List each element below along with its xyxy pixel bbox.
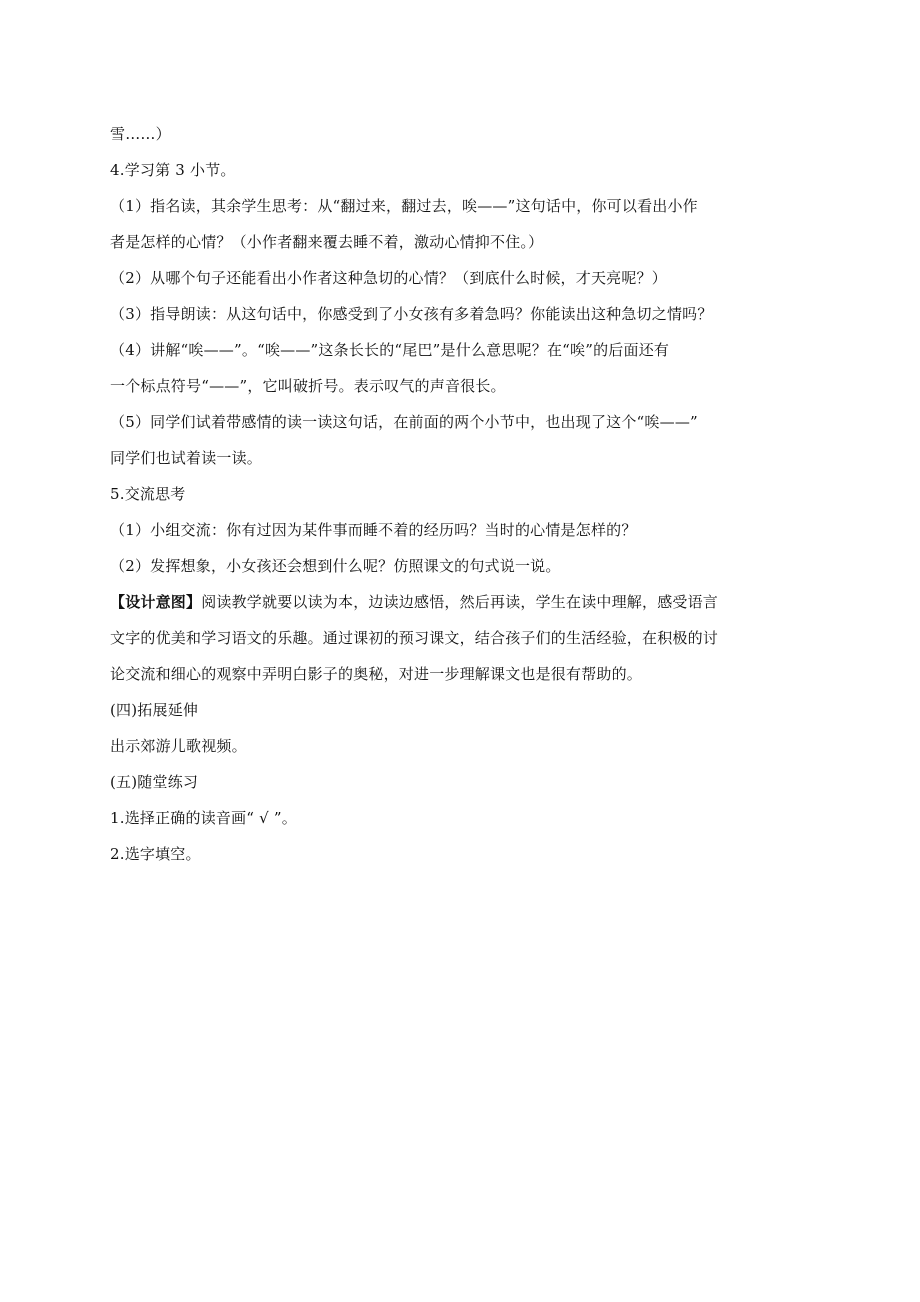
section-heading: (五)随堂练习 — [110, 773, 199, 791]
text-line: 雪……） — [110, 125, 171, 143]
text-line: （3）指导朗读：从这句话中，你感受到了小女孩有多着急吗？你能读出这种急切之情吗？ — [110, 305, 713, 323]
text-line: （4）讲解“唉——”。“唉——”这条长长的“尾巴”是什么意思呢？在“唉”的后面还有 — [110, 341, 670, 359]
design-intent-line: 文字的优美和学习语文的乐趣。通过课初的预习课文，结合孩子们的生活经验，在积极的讨 — [110, 629, 719, 647]
text-line: 出示郊游儿歌视频。 — [110, 737, 247, 755]
text-line: （2）从哪个句子还能看出小作者这种急切的心情？（到底什么时候，才天亮呢？） — [110, 269, 667, 287]
exercise-item: 1.选择正确的读音画“ √ ”。 — [110, 809, 297, 827]
document-page — [110, 116, 786, 872]
design-intent-line: 论交流和细心的观察中弄明白影子的奥秘，对进一步理解课文也是很有帮助的。 — [110, 665, 643, 683]
section-heading: 4.学习第 3 小节。 — [110, 161, 236, 179]
design-intent-line — [110, 584, 786, 620]
text-line: 同学们也试着读一读。 — [110, 449, 263, 467]
design-intent-label: 【设计意图】 — [110, 593, 202, 611]
text-line: （5）同学们试着带感情的读一读这句话，在前面的两个小节中，也出现了这个“唉——” — [110, 413, 698, 431]
text-line: （1）指名读，其余学生思考：从“翻过来，翻过去，唉——”这句话中，你可以看出小作 — [110, 197, 698, 215]
design-intent-text: 阅读教学就要以读为本，边读边感悟，然后再读，学生在读中理解，感受语言 — [201, 593, 719, 611]
section-heading: (四)拓展延伸 — [110, 701, 199, 719]
text-line: 一个标点符号“——”，它叫破折号。表示叹气的声音很长。 — [110, 377, 506, 395]
text-line: （2）发挥想象，小女孩还会想到什么呢？仿照课文的句式说一说。 — [110, 557, 561, 575]
section-heading: 5.交流思考 — [110, 485, 186, 503]
exercise-item: 2.选字填空。 — [110, 845, 201, 863]
text-line: （1）小组交流：你有过因为某件事而睡不着的经历吗？当时的心情是怎样的？ — [110, 521, 637, 539]
text-line: 者是怎样的心情？（小作者翻来覆去睡不着，激动心情抑不住。） — [110, 233, 544, 251]
